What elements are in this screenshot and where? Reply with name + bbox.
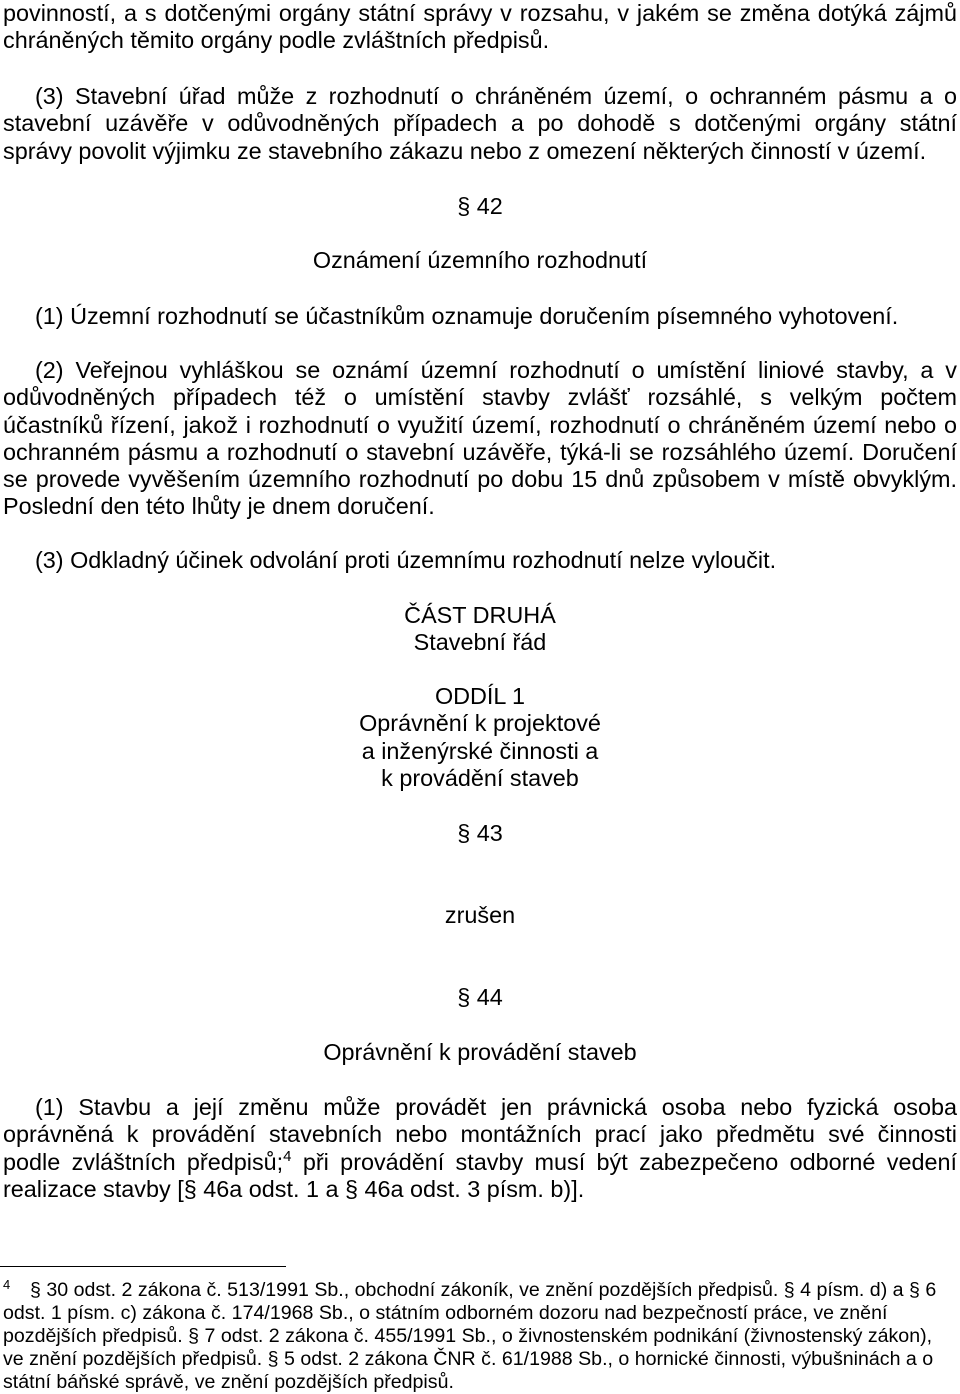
- section-status-43: zrušen: [444, 902, 516, 928]
- text-line: (2) Veřejnou vyhláškou se oznámí územní rozhodnutí o umístění liniové stavby, a v: [35, 357, 957, 383]
- text-line: účastníků řízení, jakož i rozhodnutí o využití území, rozhodnutí o chráněném území nebo o: [3, 411, 957, 438]
- text-line: povinností, a s dotčenými orgány státní správy v rozsahu, v jakém se změna dotýká zájmů: [3, 0, 957, 26]
- text-line: [3, 1149, 957, 1176]
- section-42-paragraph-3: [3, 547, 957, 574]
- text-line: (1) Územní rozhodnutí se účastníkům oznamuje doručením písemného vyhotovení.: [35, 303, 899, 329]
- division-label: ODDÍL 1: [434, 683, 526, 709]
- division-title-line: Oprávnění k projektové: [359, 710, 601, 737]
- section-title-42: Oznámení územního rozhodnutí: [312, 247, 648, 273]
- text-segment: podle zvláštních předpisů;: [3, 1148, 284, 1175]
- paragraph-3: [3, 83, 957, 165]
- footnote-line: státní báňské správě, ve znění pozdějších předpisů.: [3, 1371, 454, 1393]
- section-42-paragraph-2: [3, 357, 957, 521]
- text-line: chráněných těmito orgány podle zvláštních předpisů.: [3, 27, 550, 54]
- division-heading: [0, 683, 960, 792]
- text-line: realizace stavby [§ 46a odst. 1 a § 46a odst. 3 písm. b)].: [3, 1175, 585, 1202]
- part-title: Stavební řád: [413, 629, 547, 656]
- footnote-text: § 30 odst. 2 zákona č. 513/1991 Sb., obchodní zákoník, ve znění pozdějších předpisů. § 4 písm. d) a § 6: [30, 1279, 937, 1301]
- footnote-line: ve znění pozdějších předpisů. § 5 odst. 2 zákona ČNR č. 61/1988 Sb., o hornické činnosti, výbušninách a o: [3, 1348, 934, 1370]
- text-line: ochranném pásmu a rozhodnutí o stavební uzávěře, týká-li se rozsáhlého území. Doručení: [3, 438, 957, 465]
- text-line: (3) Odkladný účinek odvolání proti územnímu rozhodnutí nelze vyloučit.: [35, 547, 777, 573]
- text-line: odůvodněných případech též o umístění stavby zvlášť rozsáhlé, s velkým počtem: [3, 384, 957, 411]
- footnote-line: 4 § 30 odst. 2 zákona č. 513/1991 Sb., obchodní zákoník, ve znění pozdějších předpisů. § 4 písm. d) a § 6: [3, 1277, 937, 1301]
- part-label: ČÁST DRUHÁ: [404, 602, 556, 628]
- footnote-reference: 4: [283, 1147, 292, 1165]
- section-number-44: § 44: [457, 984, 503, 1010]
- section-44-paragraph-1: [3, 1094, 957, 1203]
- section-title-44: Oprávnění k provádění staveb: [323, 1039, 637, 1065]
- text-segment: při provádění stavby musí být zabezpečeno odborné vedení: [291, 1148, 957, 1175]
- text-line: oprávněná k provádění stavebních nebo montážních prací jako předmětu své činnosti: [3, 1121, 957, 1148]
- text-line: (3) Stavební úřad může z rozhodnutí o chráněném území, o ochranném pásmu a o: [35, 83, 957, 109]
- division-title-line: a inženýrské činnosti a: [361, 737, 599, 764]
- text-line: správy povolit výjimku ze stavebního zákazu nebo z omezení některých činností v území.: [3, 137, 927, 164]
- text-line: Poslední den této lhůty je dnem doručení.: [3, 493, 435, 520]
- section-number-43: § 43: [457, 820, 503, 846]
- section-42-paragraph-1: [3, 303, 957, 330]
- footnote: [3, 1279, 957, 1394]
- text-line: (1) Stavbu a její změnu může provádět jen právnická osoba nebo fyzická osoba: [35, 1094, 957, 1120]
- part-heading: [0, 602, 960, 657]
- continuation-paragraph: [3, 0, 957, 55]
- section-number-42: § 42: [457, 193, 503, 219]
- text-line: stavební uzávěře v odůvodněných případech a po dohodě s dotčenými orgány státní: [3, 110, 957, 137]
- footnote-line: pozdějších předpisů. § 7 odst. 2 zákona č. 455/1991 Sb., o živnostenském podnikání (živnostenský zákon),: [3, 1325, 933, 1347]
- text-line: se provede vyvěšením územního rozhodnutí po dobu 15 dnů způsobem v místě obvyklým.: [3, 466, 957, 493]
- footnote-line: odst. 1 písm. c) zákona č. 174/1968 Sb., o státním odborném dozoru nad bezpečností práce, ve znění: [3, 1302, 888, 1324]
- division-title-line: k provádění staveb: [381, 764, 579, 791]
- footnote-separator: [0, 1266, 286, 1267]
